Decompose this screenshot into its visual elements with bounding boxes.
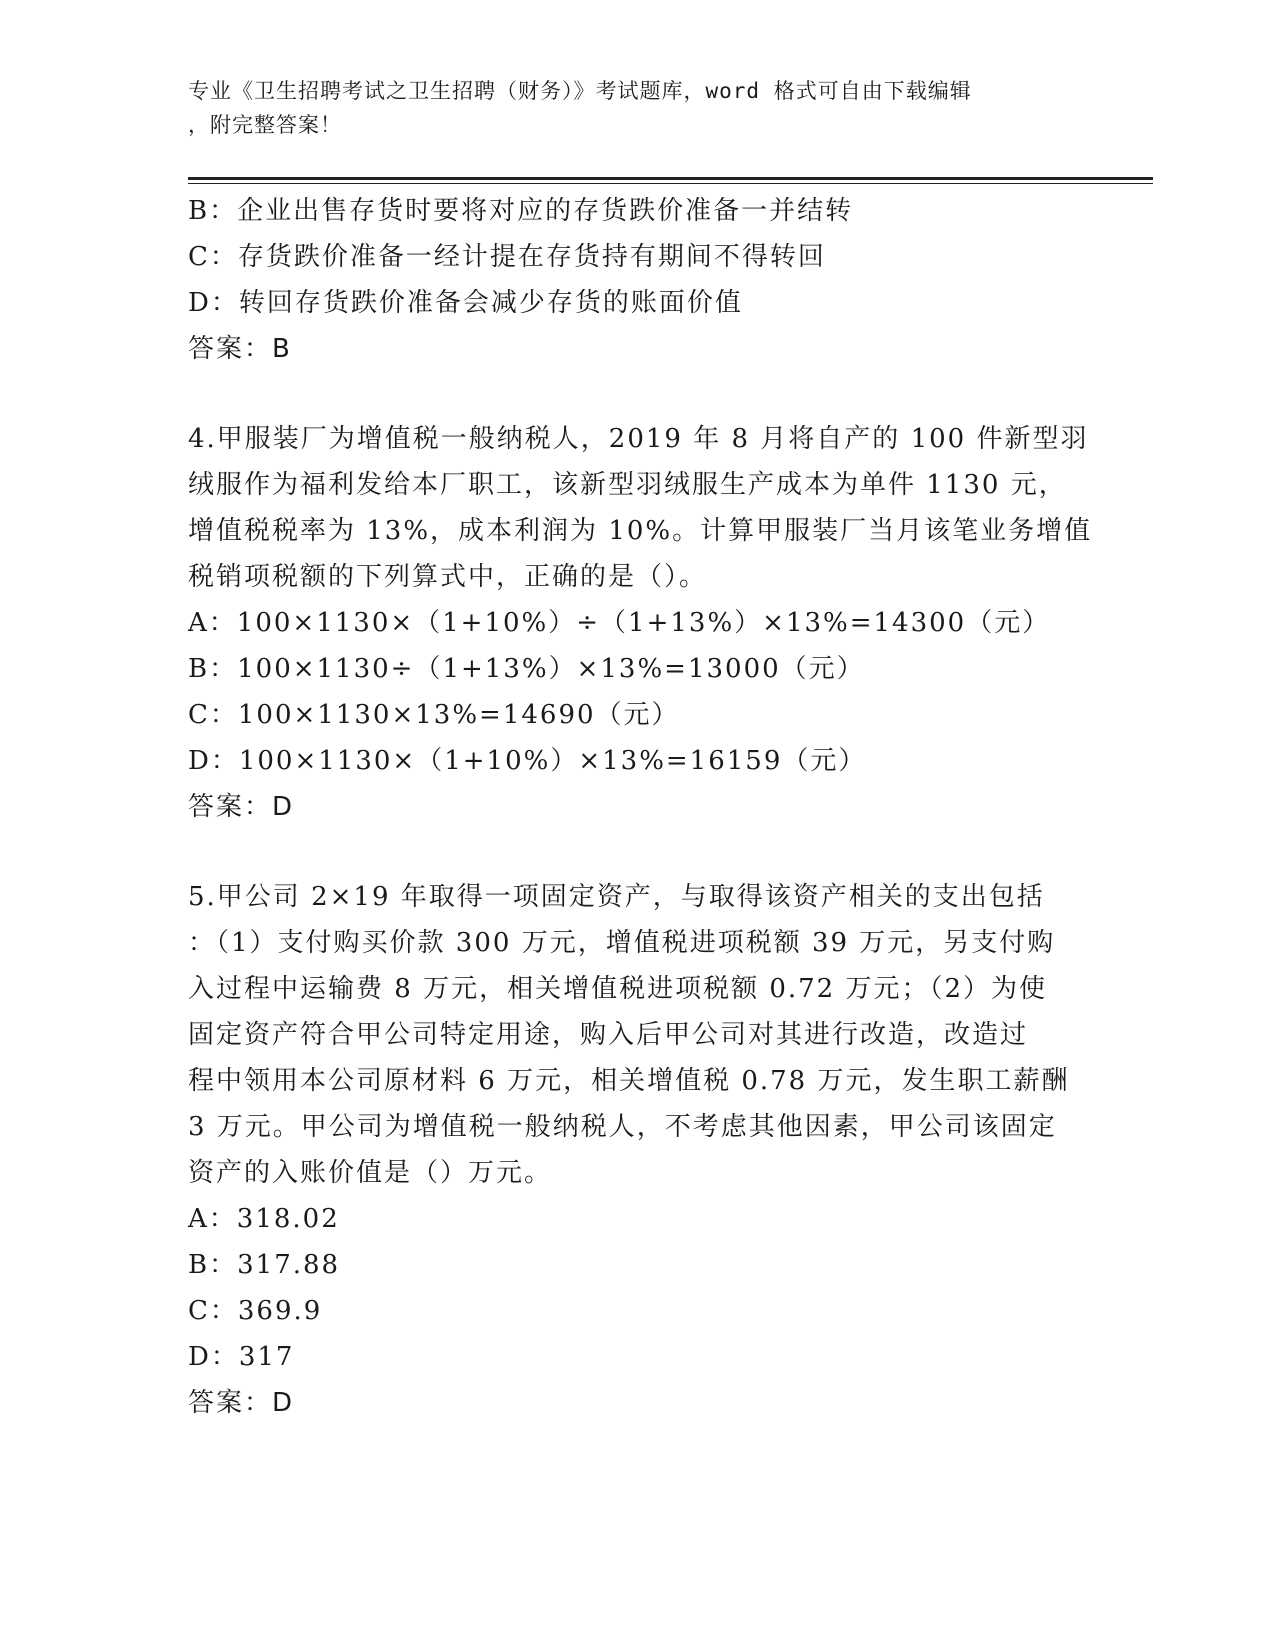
q5-answer: 答案：D	[188, 1388, 295, 1418]
q4-option-a: A：100×1130×（1+10%）÷（1+13%）×13%=14300（元）	[188, 608, 1051, 638]
q5-stem-line: 5.甲公司 2×19 年取得一项固定资产，与取得该资产相关的支出包括	[188, 882, 1045, 912]
q5-stem	[188, 874, 1088, 1196]
spacer	[188, 372, 1088, 416]
question-3-continued	[188, 188, 1088, 372]
q5-option-d: D：317	[188, 1342, 295, 1372]
q5-option-c: C：369.9	[188, 1296, 323, 1326]
q4-option-d: D：100×1130×（1+10%）×13%=16159（元）	[188, 746, 867, 776]
q4-stem-line: 税销项税额的下列算式中，正确的是（）。	[188, 562, 708, 592]
q5-stem-line: 固定资产符合甲公司特定用途，购入后甲公司对其进行改造，改造过	[188, 1020, 1029, 1050]
question-4	[188, 416, 1093, 830]
header-title-line-1: 专业《卫生招聘考试之卫生招聘（财务）》考试题库，word 格式可自由下载编辑	[188, 79, 972, 103]
header-divider-thin	[188, 183, 1153, 184]
q3-option-d: D：转回存货跌价准备会减少存货的账面价值	[188, 288, 743, 318]
q3-option-b: B：企业出售存货时要将对应的存货跌价准备一并结转	[188, 196, 854, 226]
q5-stem-line: 3 万元。甲公司为增值税一般纳税人，不考虑其他因素，甲公司该固定	[188, 1112, 1057, 1142]
q4-stem-line: 4.甲服装厂为增值税一般纳税人，2019 年 8 月将自产的 100 件新型羽	[188, 424, 1089, 454]
q5-option-a: A：318.02	[188, 1204, 340, 1234]
q4-option-c: C：100×1130×13%=14690（元）	[188, 700, 680, 730]
q4-option-b: B：100×1130÷（1+13%）×13%=13000（元）	[188, 654, 865, 684]
q5-stem-line: 程中领用本公司原材料 6 万元，相关增值税 0.78 万元，发生职工薪酬	[188, 1066, 1070, 1096]
document-body	[188, 188, 1093, 1426]
document-header	[188, 74, 1068, 142]
q3-option-c: C：存货跌价准备一经计提在存货持有期间不得转回	[188, 242, 826, 272]
question-5	[188, 874, 1088, 1426]
q5-stem-line: 入过程中运输费 8 万元，相关增值税进项税额 0.72 万元；（2）为使	[188, 974, 1048, 1004]
q4-stem-line: 增值税税率为 13%，成本利润为 10%。计算甲服装厂当月该笔业务增值	[188, 516, 1093, 546]
q5-option-b: B：317.88	[188, 1250, 341, 1280]
q5-stem-line: 资产的入账价值是（）万元。	[188, 1158, 553, 1188]
q5-stem-line: ：（1）支付购买价款 300 万元，增值税进项税额 39 万元，另支付购	[188, 928, 1056, 958]
spacer	[188, 830, 1088, 874]
q4-stem-line: 绒服作为福利发给本厂职工，该新型羽绒服生产成本为单件 1130 元，	[188, 470, 1067, 500]
q4-stem	[188, 416, 1093, 600]
q3-answer: 答案：B	[188, 334, 292, 364]
header-divider-thick	[188, 177, 1153, 180]
header-title-line-2: ，附完整答案！	[188, 113, 342, 137]
q4-answer: 答案：D	[188, 792, 295, 822]
